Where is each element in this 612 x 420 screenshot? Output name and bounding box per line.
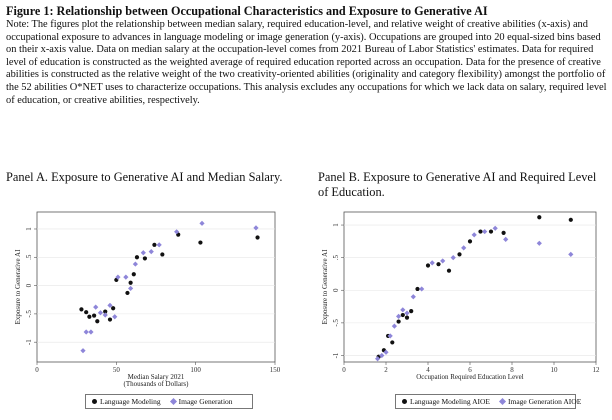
data-point-language xyxy=(489,229,493,233)
data-point-language xyxy=(409,309,413,313)
data-point-language xyxy=(401,313,405,317)
x-axis-sublabel: (Thousands of Dollars) xyxy=(123,380,189,388)
x-tick-label: 50 xyxy=(112,366,120,374)
data-point-language xyxy=(79,307,83,311)
y-tick-label: -1 xyxy=(332,352,340,359)
panel-b-legend xyxy=(395,394,582,409)
plot-area xyxy=(344,212,596,362)
data-point-language xyxy=(84,310,88,314)
y-tick-label: -1 xyxy=(25,339,33,346)
data-point-language xyxy=(255,235,259,239)
legend-label-image-aioe: Image Generation AIOE xyxy=(507,397,582,406)
data-point-language xyxy=(108,317,112,321)
legend-diamond-marker xyxy=(170,398,177,405)
legend-diamond-marker xyxy=(499,398,506,405)
data-point-language xyxy=(95,319,99,323)
data-point-language xyxy=(132,272,136,276)
legend-label-image: Image Generation xyxy=(178,397,233,406)
legend-item-language xyxy=(92,397,161,406)
panel-a-chart xyxy=(0,204,300,390)
x-tick-label: 2 xyxy=(384,366,388,374)
panel-a-title: Panel A. Exposure to Generative AI and Median Salary. xyxy=(6,170,283,184)
data-point-language xyxy=(415,287,419,291)
x-axis-label: Occupation Required Education Level xyxy=(416,373,524,381)
x-tick-label: 100 xyxy=(190,366,201,374)
data-point-language xyxy=(569,218,573,222)
y-tick-label: .5 xyxy=(25,254,33,260)
legend-item-image-aioe xyxy=(500,397,581,406)
figure-title: Figure 1: Relationship between Occupational Characteristics and Exposure to Generative AI xyxy=(6,4,488,18)
data-point-language xyxy=(405,316,409,320)
panel-b-title: Panel B. Exposure to Generative AI and Required Level of Education. xyxy=(318,170,597,199)
data-point-language xyxy=(111,306,115,310)
x-tick-label: 8 xyxy=(510,366,514,374)
y-tick-label: -.5 xyxy=(332,319,340,327)
legend-circle-marker xyxy=(92,399,97,404)
data-point-language xyxy=(198,240,202,244)
y-axis-label: Exposure to Generative AI xyxy=(14,249,22,325)
x-tick-label: 150 xyxy=(269,366,281,374)
figure-note: Note: The figures plot the relationship between median salary, required education-level, and relative weight of creative abilities (x-axis) and occupational exposure to advances in language modeling or image generation (y-axis). Occupations are grouped into 20 equal-sized bins based on their x-axis value. Data on median salary at the occupation-level comes from 2021 Bureau of Labor Statistics' estimates. Data for required level of education is constructed as the weighted average of required education reported across an occupation. Data for the presence of creative abilities is constructed as the relative weight of the two creativity-oriented abilities (originality and category flexibility) amongst the portfolio of the 52 abilities O*NET uses to characterize occupations. This analysis excludes any occupations for which we lack data on salary, required level of education, or creative abilities, respectively. xyxy=(6,19,607,106)
x-axis-label: Median Salary 2021 xyxy=(127,373,185,381)
data-point-language xyxy=(457,252,461,256)
data-point-language xyxy=(436,262,440,266)
data-point-language xyxy=(92,313,96,317)
data-point-language xyxy=(537,215,541,219)
data-point-language xyxy=(152,243,156,247)
panel-b-chart xyxy=(306,204,606,390)
x-tick-label: 10 xyxy=(550,366,558,374)
data-point-language xyxy=(129,281,133,285)
legend-label-language: Language Modeling xyxy=(100,397,161,406)
legend-item-language-aioe xyxy=(402,397,490,406)
legend-item-image xyxy=(171,397,233,406)
y-tick-label: -.5 xyxy=(25,310,33,318)
data-point-language xyxy=(125,291,129,295)
y-tick-label: 0 xyxy=(332,288,340,293)
legend-circle-marker xyxy=(402,399,407,404)
data-point-language xyxy=(160,252,164,256)
data-point-language xyxy=(135,255,139,259)
x-tick-label: 0 xyxy=(35,366,39,374)
x-tick-label: 4 xyxy=(426,366,430,374)
legend-label-language-aioe: Language Modeling AIOE xyxy=(410,397,490,406)
y-axis-label: Exposure to Generative AI xyxy=(321,249,329,325)
x-tick-label: 12 xyxy=(592,366,600,374)
y-tick-label: .5 xyxy=(332,255,340,261)
y-tick-label: 1 xyxy=(332,223,340,227)
data-point-language xyxy=(478,229,482,233)
plot-area xyxy=(37,212,275,362)
data-point-language xyxy=(397,319,401,323)
data-point-language xyxy=(143,256,147,260)
data-point-language xyxy=(87,315,91,319)
x-tick-label: 6 xyxy=(468,366,472,374)
data-point-language xyxy=(447,269,451,273)
y-tick-label: 1 xyxy=(25,227,33,231)
data-point-language xyxy=(502,231,506,235)
data-point-language xyxy=(390,340,394,344)
data-point-language xyxy=(468,239,472,243)
y-tick-label: 0 xyxy=(25,283,33,288)
panel-a-legend xyxy=(85,394,253,409)
x-tick-label: 0 xyxy=(342,366,346,374)
data-point-language xyxy=(426,263,430,267)
